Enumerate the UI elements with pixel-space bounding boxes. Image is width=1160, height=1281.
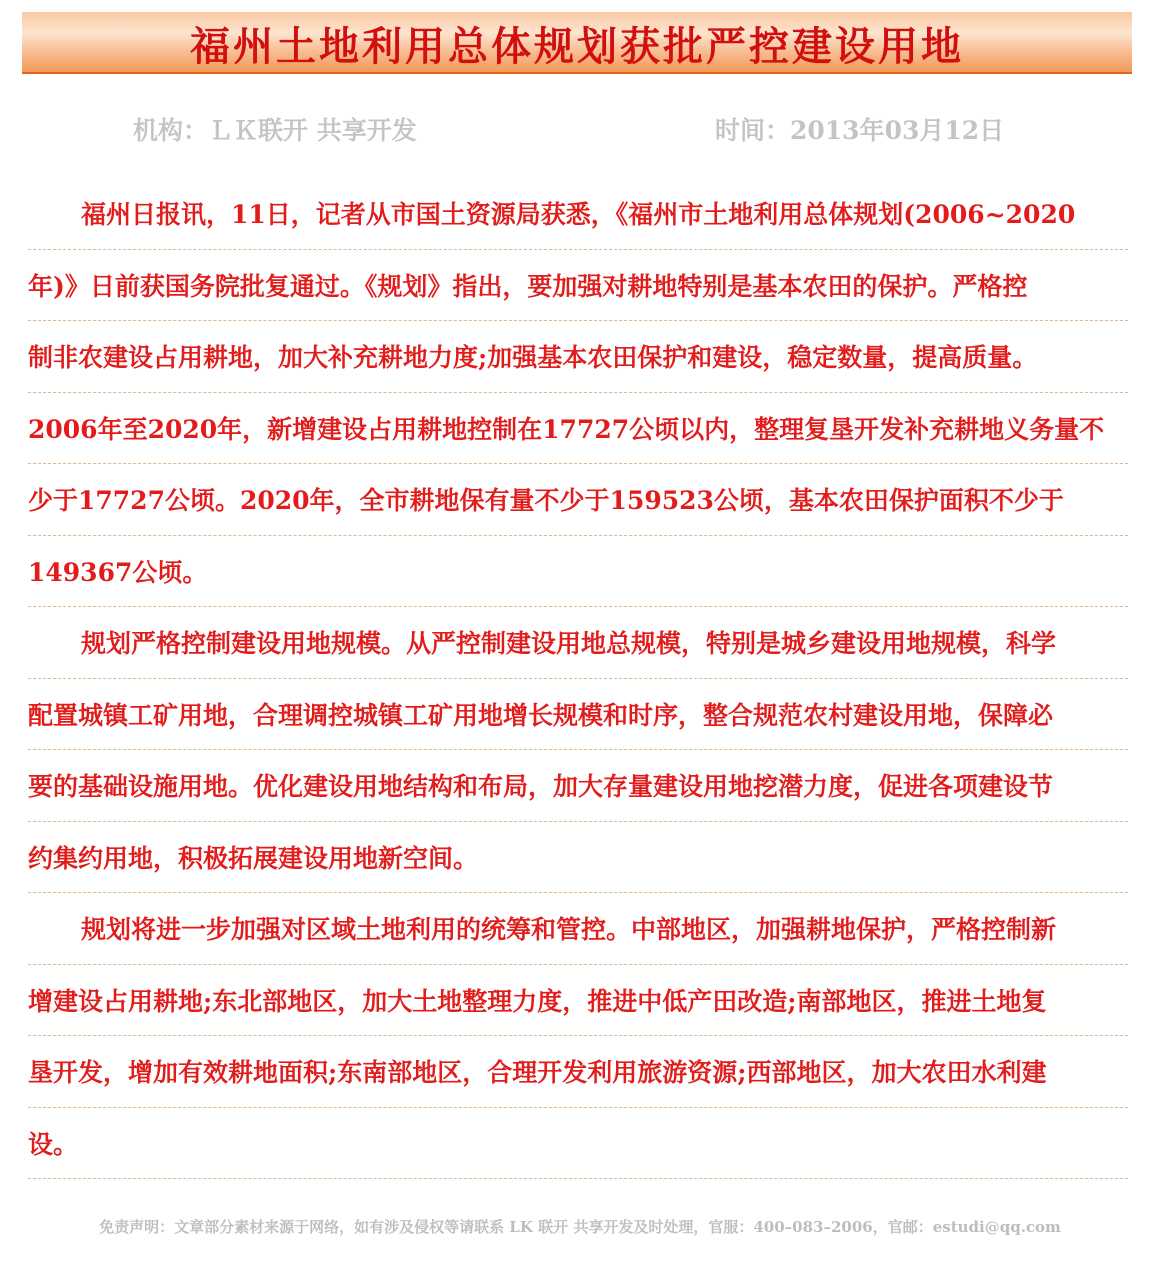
- page-title: 福州土地利用总体规划获批严控建设用地: [190, 23, 964, 70]
- article-line: 年)》日前获国务院批复通过。《规划》指出，要加强对耕地特别是基本农田的保护。严格控: [28, 250, 1128, 322]
- title-banner: [22, 12, 1132, 74]
- article-body: [28, 178, 1128, 1179]
- article-line: 垦开发，增加有效耕地面积;东南部地区，合理开发利用旅游资源;西部地区，加大农田水利建: [28, 1036, 1128, 1108]
- article-line: 2006年至2020年，新增建设占用耕地控制在17727公顷以内，整理复垦开发补充耕地义务量不: [28, 393, 1128, 465]
- article-line: 约集约用地，积极拓展建设用地新空间。: [28, 822, 1128, 894]
- publish-time: 时间：2013年03月12日: [715, 116, 1005, 145]
- source-org: 机构：ＬＫ联开 共享开发: [133, 116, 417, 145]
- article-line: 设。: [28, 1108, 1128, 1180]
- article-line: 制非农建设占用耕地，加大补充耕地力度;加强基本农田保护和建设，稳定数量，提高质量。: [28, 321, 1128, 393]
- article-line: 规划严格控制建设用地规模。从严控制建设用地总规模，特别是城乡建设用地规模，科学: [28, 607, 1128, 679]
- article-line: 少于17727公顷。2020年，全市耕地保有量不少于159523公顷，基本农田保护面积不少于: [28, 464, 1128, 536]
- article-line: 规划将进一步加强对区域土地利用的统筹和管控。中部地区，加强耕地保护，严格控制新: [28, 893, 1128, 965]
- article-line: 配置城镇工矿用地，合理调控城镇工矿用地增长规模和时序，整合规范农村建设用地，保障必: [28, 679, 1128, 751]
- article-line: 增建设占用耕地;东北部地区，加大土地整理力度，推进中低产田改造;南部地区，推进土地复: [28, 965, 1128, 1037]
- article-line: 福州日报讯，11日，记者从市国土资源局获悉，《福州市土地利用总体规划(2006~2020: [28, 178, 1128, 250]
- article-line: 149367公顷。: [28, 536, 1128, 608]
- disclaimer: 免责声明：文章部分素材来源于网络，如有涉及侵权等请联系 LK 联开 共享开发及时处理，官服：400–083–2006，官邮：estudi@qq.com: [99, 1218, 1061, 1236]
- article-line: 要的基础设施用地。优化建设用地结构和布局，加大存量建设用地挖潜力度，促进各项建设节: [28, 750, 1128, 822]
